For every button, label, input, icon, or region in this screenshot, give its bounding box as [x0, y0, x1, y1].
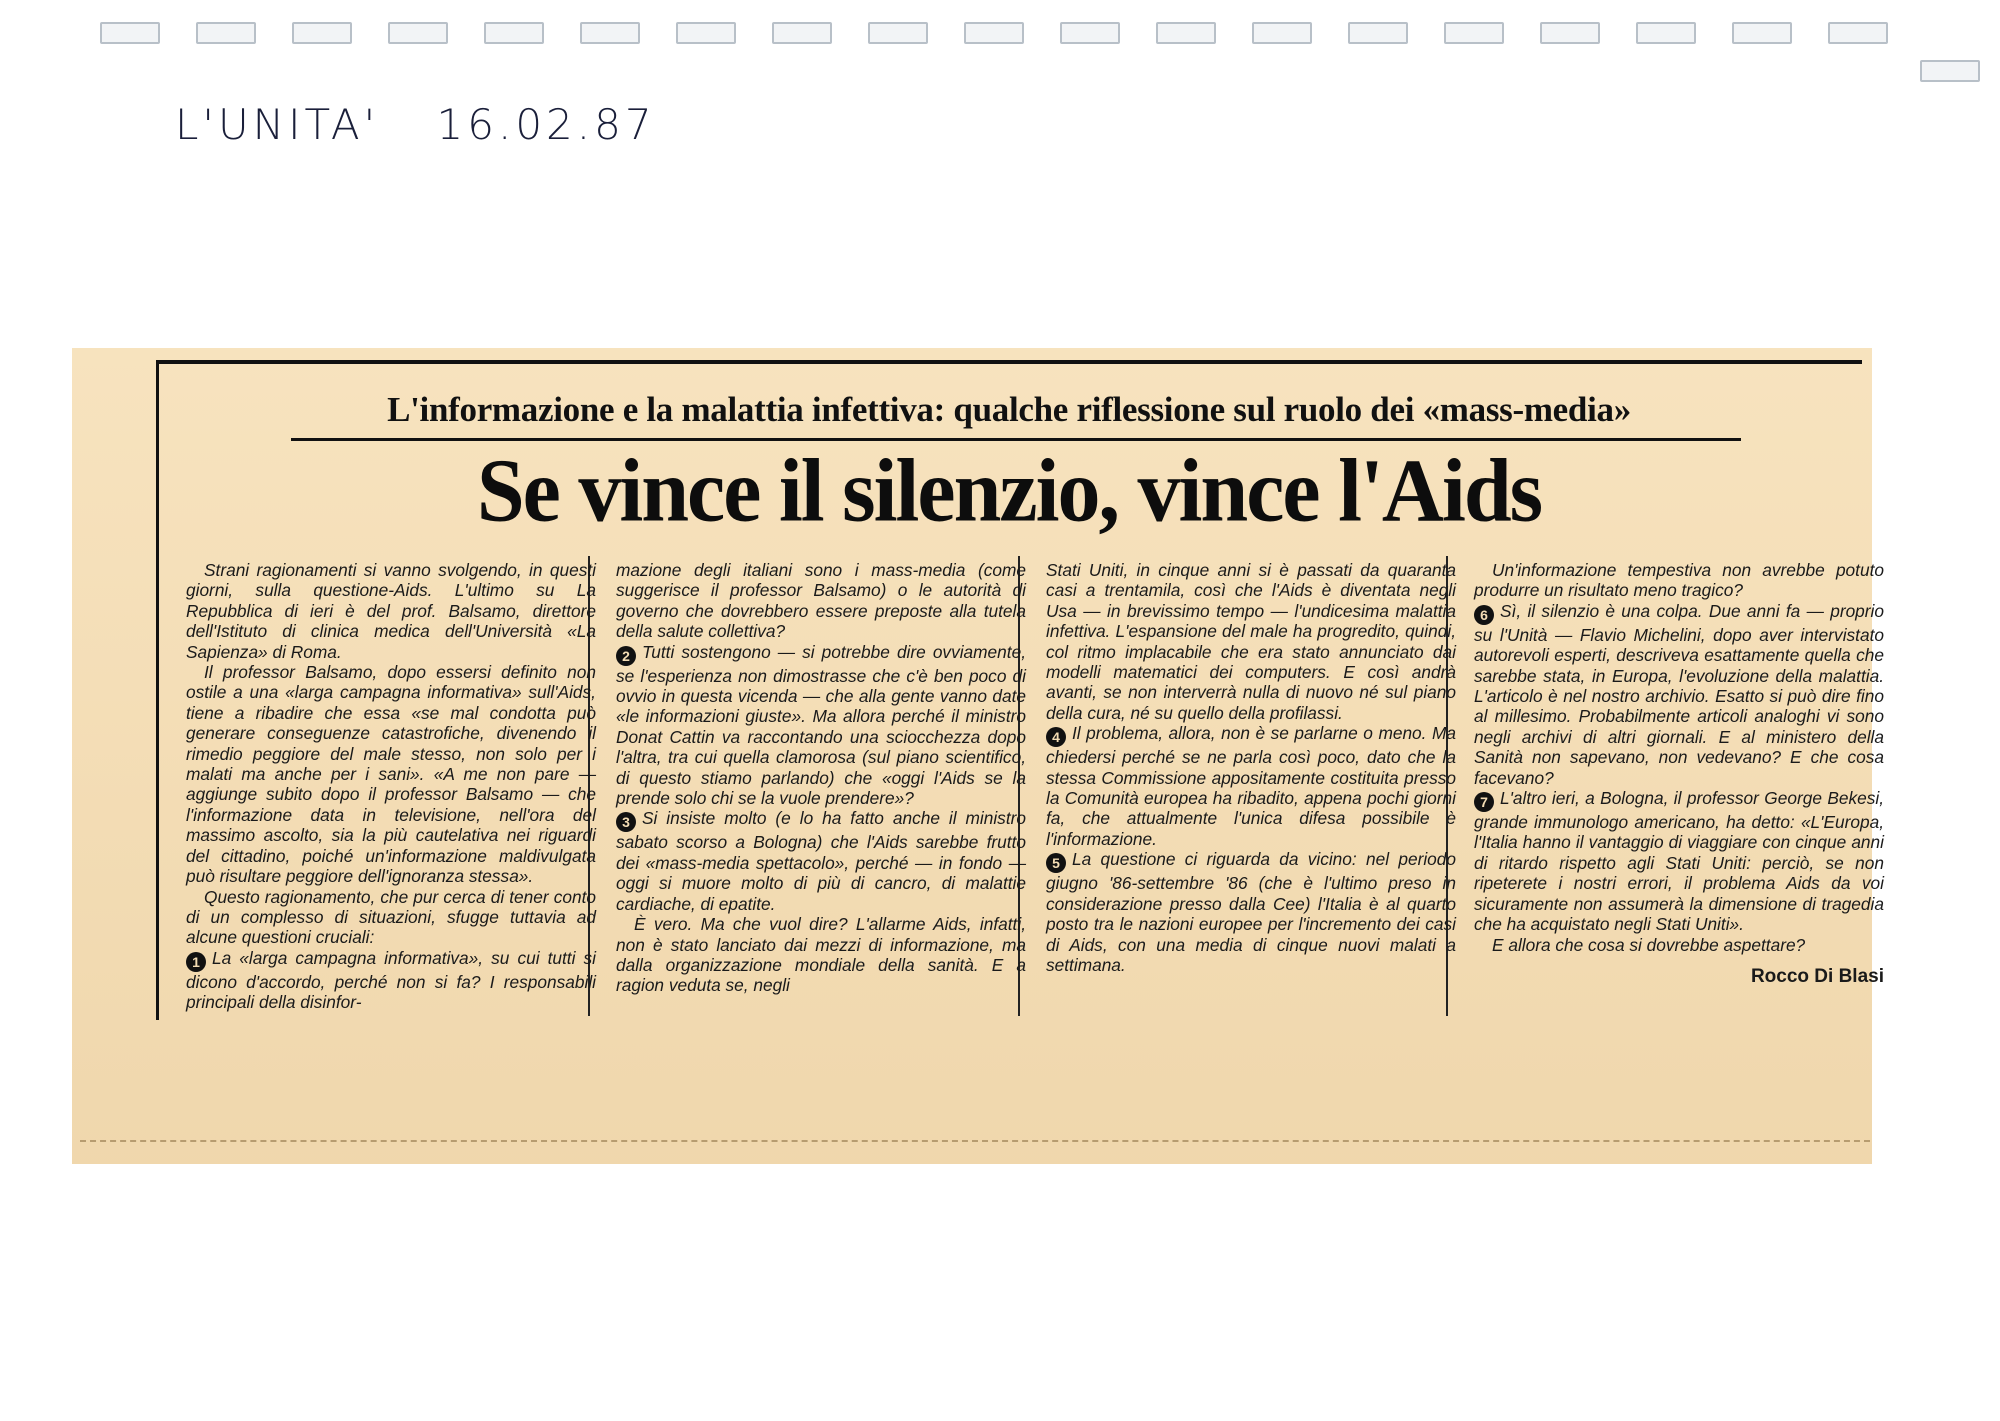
- binder-hole: [676, 22, 736, 44]
- paragraph: Strani ragionamenti si vanno svolgendo, in questi giorni, sulla questione-Aids. L'ultimo su La Repubblica di ieri è del prof. Balsamo, direttore dell'Istituto di clinica medica dell'Università «La Sapienza» di Roma.: [186, 560, 596, 662]
- paragraph: È vero. Ma che vuol dire? L'allarme Aids, infatti, non è stato lanciato dai mezzi di informazione, ma dalla organizzazione mondiale della sanità. E a ragion veduta se, negli: [616, 914, 1026, 996]
- number-badge: 3: [616, 812, 636, 832]
- column-4: [1474, 560, 1884, 987]
- binder-hole: [1636, 22, 1696, 44]
- article: [156, 360, 1884, 1020]
- binder-hole: [1444, 22, 1504, 44]
- paragraph: Un'informazione tempestiva non avrebbe potuto produrre un risultato meno tragico?: [1474, 560, 1884, 601]
- numbered-paragraph: [616, 808, 1026, 914]
- binder-hole: [292, 22, 352, 44]
- number-badge: 1: [186, 952, 206, 972]
- binder-holes: [100, 22, 1980, 62]
- binder-hole: [868, 22, 928, 44]
- paragraph-text: La «larga campagna informativa», su cui tutti si dicono d'accordo, perché non si fa? I responsabili principali della disinfor-: [186, 947, 596, 1013]
- binder-hole: [196, 22, 256, 44]
- numbered-paragraph: [1474, 601, 1884, 788]
- cut-line: [80, 1140, 1870, 1142]
- author-signature: Rocco Di Blasi: [1750, 965, 1884, 987]
- paragraph-text: Il problema, allora, non è se parlarne o meno. Ma chiedersi perché se ne parla così poco, dato che la stessa Commissione appositamente costituita presso la Comunità europea ha ribadito, appena pochi giorni fa, che attualmente l'unica difesa possibile è l'informazione.: [1046, 723, 1456, 849]
- paragraph-text: Tutti sostengono — si potrebbe dire ovviamente, se l'esperienza non dimostrasse che c'è ben poco di ovvio in questa vicenda — che alla gente vanno date «le informazioni giuste». Ma allora perché il ministro Donat Cattin va raccontando una sciocchezza dopo l'altra, tra cui quella clamorosa (sul piano scientifico, di questo stiamo parlando) che «oggi l'Aids se la prende solo chi se la vuole prendere»?: [616, 641, 1026, 809]
- column-3: [1046, 560, 1456, 975]
- binder-hole: [1156, 22, 1216, 44]
- binder-hole: [580, 22, 640, 44]
- numbered-paragraph: [186, 948, 596, 1013]
- paragraph: E allora che cosa si dovrebbe aspettare?: [1492, 934, 1806, 955]
- binder-hole: [1540, 22, 1600, 44]
- binder-hole: [1252, 22, 1312, 44]
- numbered-paragraph: [1046, 723, 1456, 849]
- binder-hole: [1920, 60, 1980, 82]
- paragraph: mazione degli italiani sono i mass-media (come suggerisce il professor Balsamo) o le autorità di governo che dovrebbero essere preposte alla tutela della salute collettiva?: [616, 560, 1026, 642]
- binder-hole: [100, 22, 160, 44]
- number-badge: 2: [616, 646, 636, 666]
- number-badge: 5: [1046, 853, 1066, 873]
- number-badge: 4: [1046, 727, 1066, 747]
- binder-hole: [484, 22, 544, 44]
- number-badge: 6: [1474, 605, 1494, 625]
- binder-hole: [1348, 22, 1408, 44]
- article-headline: Se vince il silenzio, vince l'Aids: [476, 439, 1542, 541]
- column-1: [186, 560, 596, 1013]
- paragraph-text: L'altro ieri, a Bologna, il professor George Bekesi, grande immunologo americano, ha detto: «L'Europa, l'Italia hanno il vantaggio di viaggiare con cinque anni di ritardo rispetto agli Stati Uniti: perciò, se non ripeterete i nostri errori, il problema Aids da voi sicuramente non assumerà la dimensione di tragedia che ha acquistato negli Stati Uniti».: [1474, 788, 1884, 935]
- binder-hole: [388, 22, 448, 44]
- numbered-paragraph: [616, 642, 1026, 809]
- handwritten-source: L'UNITA': [175, 100, 380, 149]
- article-kicker: L'informazione e la malattia infettiva: qualche riflessione sul ruolo dei «mass-media»: [387, 390, 1631, 429]
- paragraph-text: Sì, il silenzio è una colpa. Due anni fa — proprio su l'Unità — Flavio Michelini, dopo aver intervistato autorevoli esperti, descriveva esattamente quella che sarebbe stata, in Europa, l'evoluzione della malattia. L'articolo è nel nostro archivio. Esatto si può dire fino al millesimo. Probabilmente articoli analoghi vi sono negli archivi di altri giornali. E al ministero della Sanità non sapevano, non vedevano? E che cosa facevano?: [1474, 600, 1884, 788]
- handwritten-note: [175, 100, 656, 149]
- paragraph: Questo ragionamento, che pur cerca di tener conto di un complesso di situazioni, sfugge tuttavia ad alcune questioni cruciali:: [186, 886, 596, 948]
- column-2: [616, 560, 1026, 996]
- paragraph: Il professor Balsamo, dopo essersi definito non ostile a una «larga campagna informativa» sull'Aids, tiene a ribadire che essa «se mal condotta può generare conseguenze catastrofiche, divenendo il rimedio peggiore del male stesso, non solo per i malati ma anche per i sani». «A me non pare — aggiunge subito dopo il professor Balsamo — che l'informazione data in televisione, nell'ora del massimo ascolto, sia la più cautelativa nei riguardi del cittadino, poiché un'informazione maldivulgata può risultare peggiore dell'ignoranza stessa».: [186, 662, 596, 887]
- number-badge: 7: [1474, 792, 1494, 812]
- binder-hole: [1060, 22, 1120, 44]
- binder-hole: [772, 22, 832, 44]
- paragraph-text: La questione ci riguarda da vicino: nel periodo giugno '86-settembre '86 (che è l'ultimo preso in considerazione presso dalla Cee) l'Italia è al quarto posto tra le nazioni europee per l'incremento dei casi di Aids, con una media di cinque nuovi malati a settimana.: [1046, 849, 1456, 975]
- paragraph: Stati Uniti, in cinque anni si è passati da quaranta casi a trentamila, così che l'Aids è diventata negli Usa — in brevissimo tempo — l'undicesima malattia infettiva. L'espansione del male ha progredito, quindi, col ritmo implacabile che era stato annunciato dai modelli matematici dei computers. E così andrà avanti, se non interverrà nulla di nuovo né sul piano della cura, né su quello della profilassi.: [1046, 560, 1456, 723]
- top-rule: [156, 360, 1862, 364]
- numbered-paragraph: [1046, 849, 1456, 975]
- handwritten-date: 16.02.87: [436, 100, 656, 149]
- numbered-paragraph: [1474, 788, 1884, 934]
- binder-hole: [1732, 22, 1792, 44]
- paragraph-text: Si insiste molto (e lo ha fatto anche il ministro sabato scorso a Bologna) che l'Aids sarebbe frutto dei «mass-media spettacolo», perché — in fondo — oggi si muore molto di più di cancro, di malattie cardiache, di epatite.: [616, 808, 1026, 914]
- binder-hole: [1828, 22, 1888, 44]
- binder-hole: [964, 22, 1024, 44]
